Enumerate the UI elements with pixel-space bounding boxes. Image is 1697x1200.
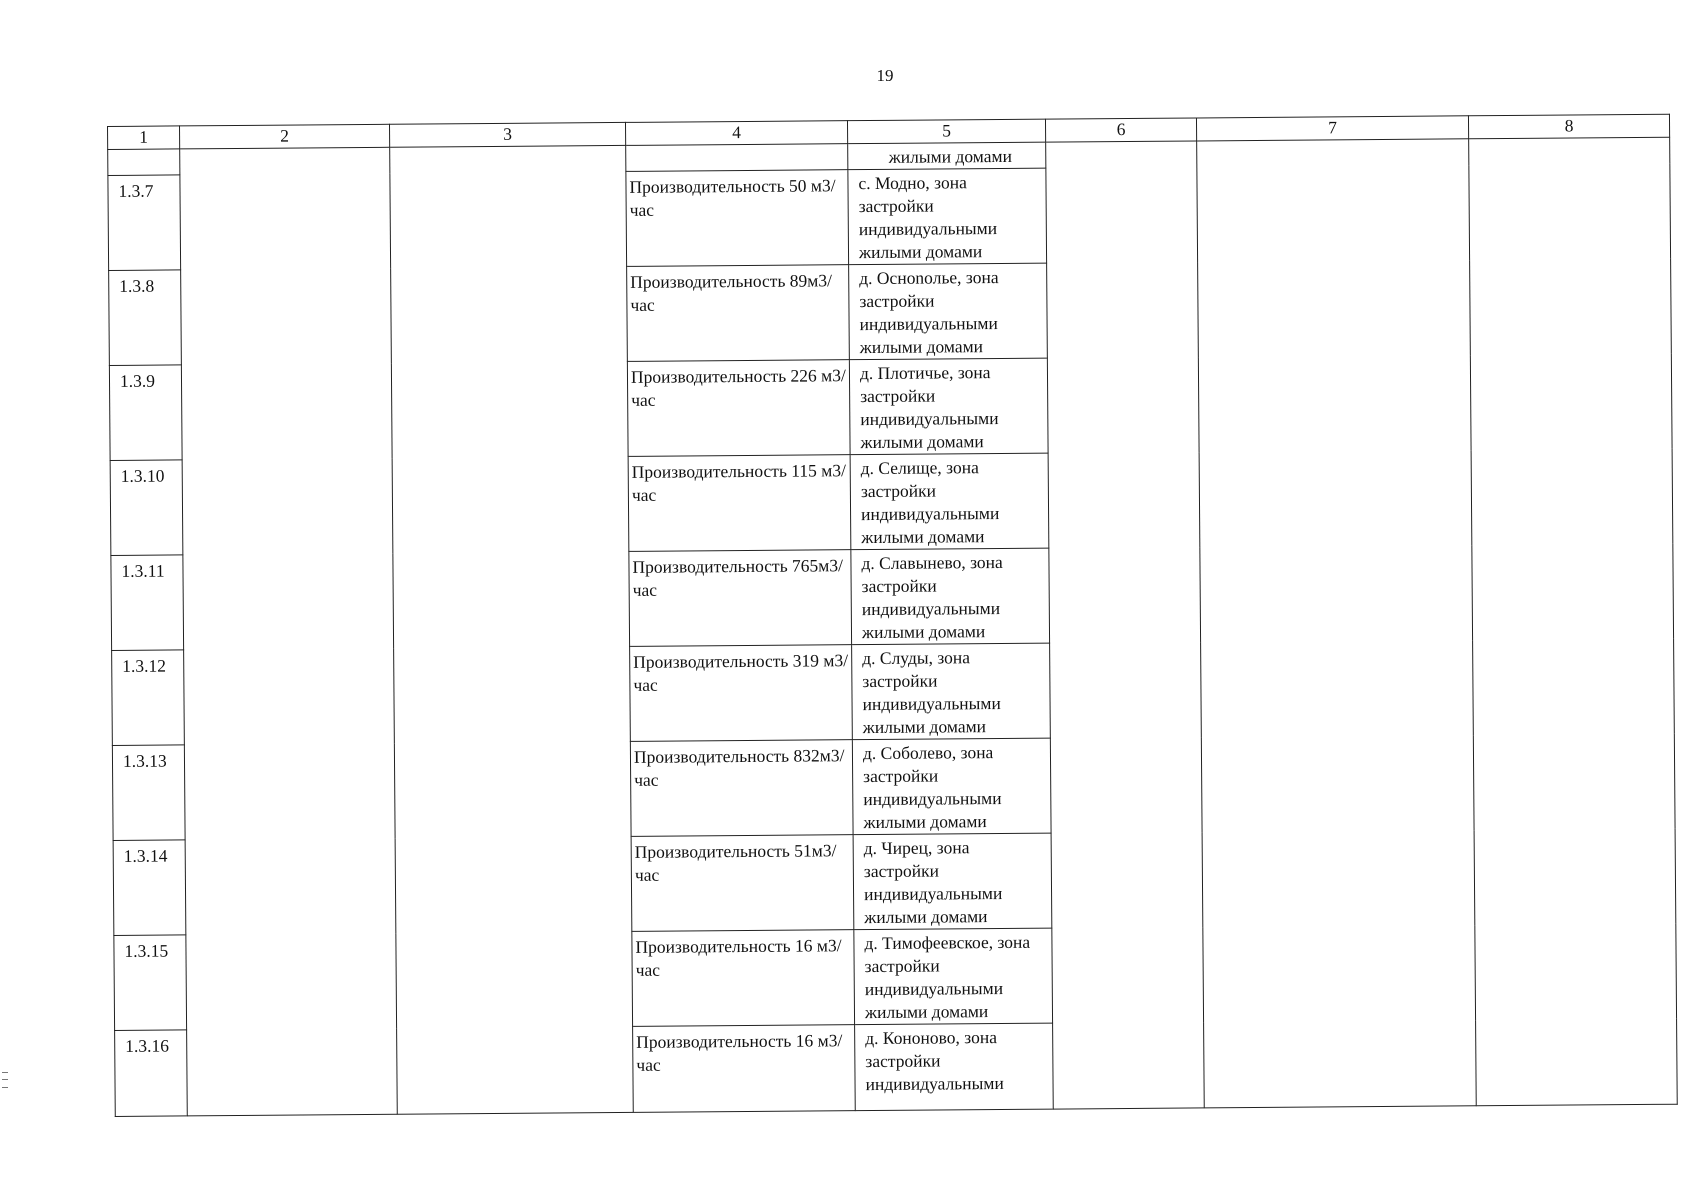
column-header: 7 <box>1196 116 1468 141</box>
location-cell: д. Славынево, зона застройки индивидуальными жилыми домами <box>851 548 1050 645</box>
row-number-cell: 1.3.16 <box>115 1030 188 1117</box>
characteristics-cell <box>626 144 848 172</box>
characteristics-cell: Производительность 89м3/час <box>627 265 850 362</box>
column-6-merged-cell <box>1046 141 1205 1109</box>
characteristics-cell: Производительность 51м3/час <box>631 835 854 932</box>
location-cell: д. Осноnолье, зона застройки индивидуальными жилыми домами <box>849 263 1048 360</box>
row-number-cell: 1.3.7 <box>108 175 181 271</box>
column-header: 8 <box>1468 114 1669 139</box>
characteristics-cell: Производительность 16 м3/час <box>632 930 855 1027</box>
row-number-cell <box>108 149 180 176</box>
column-header: 3 <box>389 122 625 147</box>
row-number-cell: 1.3.15 <box>114 935 187 1031</box>
row-number-cell: 1.3.8 <box>109 270 182 366</box>
column-2-merged-cell <box>180 147 398 1116</box>
column-header: 1 <box>108 126 180 150</box>
location-cell: д. Кононово, зона застройки индивидуальными <box>855 1023 1054 1111</box>
row-number-cell: 1.3.10 <box>110 460 183 556</box>
row-number-cell: 1.3.13 <box>112 745 185 841</box>
data-table <box>107 114 1678 1117</box>
column-header: 2 <box>180 124 390 149</box>
location-cell: д. Слуды, зона застройки индивидуальными жилыми домами <box>852 643 1051 740</box>
row-number-cell: 1.3.12 <box>112 650 185 746</box>
characteristics-cell: Производительность 832м3/час <box>630 740 853 837</box>
column-3-merged-cell <box>390 145 634 1114</box>
location-cell: д. Чирец, зона застройки индивидуальными жилыми домами <box>853 833 1052 930</box>
column-8-merged-cell <box>1469 137 1678 1106</box>
characteristics-cell: Производительность 115 м3/час <box>628 455 851 552</box>
column-7-merged-cell <box>1197 139 1477 1108</box>
binding-mark <box>2 1072 8 1088</box>
location-cell: д. Тимофеевское, зона застройки индивидуальными жилыми домами <box>854 928 1053 1025</box>
location-cell: д. Соболево, зона застройки индивидуальными жилыми домами <box>852 738 1051 835</box>
characteristics-cell: Производительность 226 м3/час <box>627 360 850 457</box>
row-number-cell: 1.3.14 <box>113 840 186 936</box>
column-header: 4 <box>625 121 847 146</box>
row-number-cell: 1.3.9 <box>109 365 182 461</box>
characteristics-cell: Производительность 16 м3/час <box>633 1025 856 1113</box>
page-number: 19 <box>876 66 894 85</box>
location-cell: с. Модно, зона застройки индивидуальными жилыми домами <box>848 168 1047 265</box>
row-number-cell: 1.3.11 <box>111 555 184 651</box>
location-cell: д. Плотичье, зона застройки индивидуальными жилыми домами <box>849 358 1048 455</box>
column-header: 6 <box>1045 118 1196 142</box>
characteristics-cell: Производительность 50 м3/час <box>626 170 849 267</box>
location-cell: жилыми домами <box>848 142 1046 170</box>
location-cell: д. Селище, зона застройки индивидуальными жилыми домами <box>850 453 1049 550</box>
column-header: 5 <box>847 119 1045 144</box>
document-table-container <box>107 114 1677 1112</box>
characteristics-cell: Производительность 319 м3/час <box>630 645 853 742</box>
characteristics-cell: Производительность 765м3/час <box>629 550 852 647</box>
